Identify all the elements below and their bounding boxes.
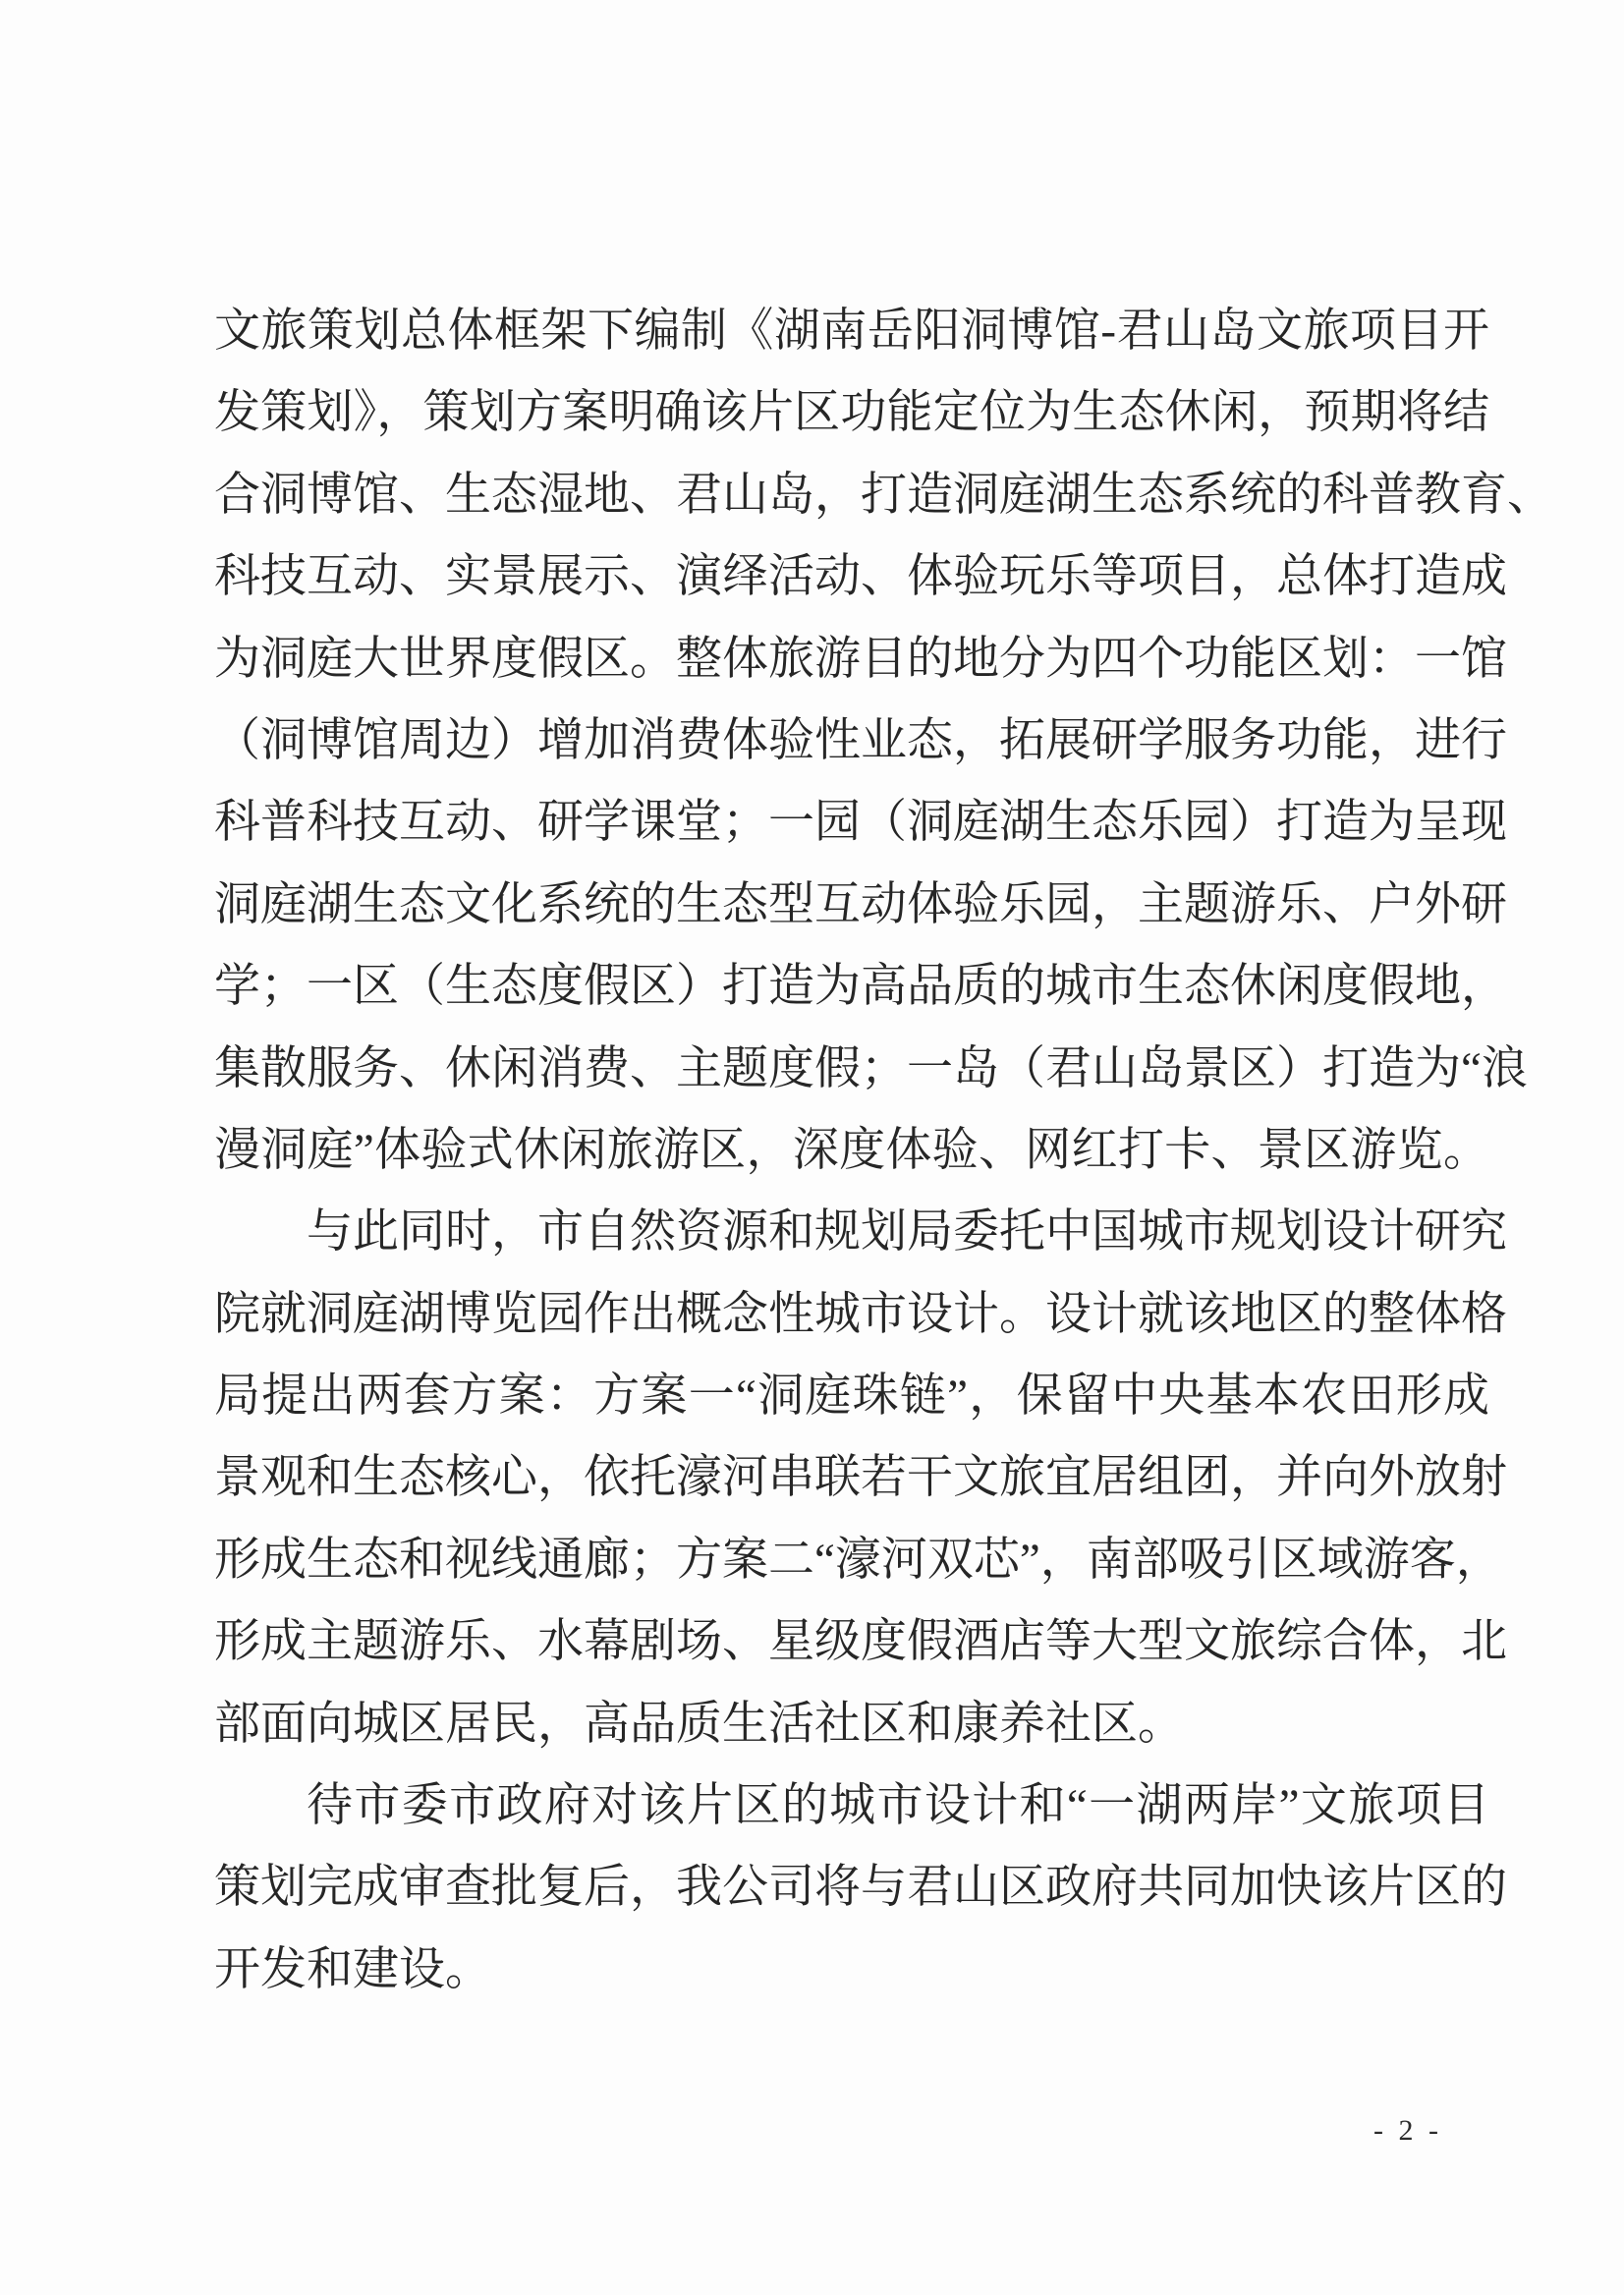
text-line: （洞博馆周边）增加消费体验性业态，拓展研学服务功能，进行 [214, 714, 1507, 766]
text-line: 为洞庭大世界度假区。整体旅游目的地分为四个功能区划：一馆 [214, 633, 1507, 685]
text-line: 学；一区（生态度假区）打造为高品质的城市生态休闲度假地， [214, 961, 1507, 1013]
text-line: 形成生态和视线通廊；方案二“濠河双芯”，南部吸引区域游客， [214, 1534, 1502, 1586]
text-line: 科技互动、实景展示、演绎活动、体验玩乐等项目，总体打造成 [214, 551, 1507, 603]
paragraph-end-line: 部面向城区居民，高品质生活社区和康养社区。 [214, 1698, 1184, 1750]
text-line: 文旅策划总体框架下编制《湖南岳阳洞博馆-君山岛文旅项目开 [214, 306, 1489, 357]
text-line: 发策划》，策划方案明确该片区功能定位为生态休闲，预期将结 [214, 387, 1489, 439]
paragraph-start-line: 待市委市政府对该片区的城市设计和“一湖两岸”文旅项目 [307, 1780, 1489, 1832]
document-body [214, 291, 1553, 2011]
paragraph-start-line: 与此同时，市自然资源和规划局委托中国城市规划设计研究 [307, 1206, 1507, 1259]
text-line: 形成主题游乐、水幕剧场、星级度假酒店等大型文旅综合体，北 [214, 1616, 1507, 1668]
text-line: 院就洞庭湖博览园作出概念性城市设计。设计就该地区的整体格 [214, 1288, 1507, 1340]
text-line: 局提出两套方案：方案一“洞庭珠链”，保留中央基本农田形成 [214, 1371, 1489, 1423]
paragraph-end-line: 开发和建设。 [214, 1943, 491, 1995]
text-line: 集散服务、休闲消费、主题度假；一岛（君山岛景区）打造为“浪 [214, 1042, 1528, 1094]
text-line: 策划完成审查批复后，我公司将与君山区政府共同加快该片区的 [214, 1862, 1507, 1914]
text-line: 漫洞庭”体验式休闲旅游区，深度体验、网红打卡、景区游览。 [214, 1124, 1489, 1176]
text-line: 合洞博馆、生态湿地、君山岛，打造洞庭湖生态系统的科普教育、 [214, 469, 1553, 521]
text-line: 科普科技互动、研学课堂；一园（洞庭湖生态乐园）打造为呈现 [214, 797, 1507, 849]
text-line: 洞庭湖生态文化系统的生态型互动体验乐园，主题游乐、户外研 [214, 878, 1507, 930]
page-number: - 2 - [1373, 2114, 1442, 2147]
text-line: 景观和生态核心，依托濠河串联若干文旅宜居组团，并向外放射 [214, 1452, 1507, 1504]
